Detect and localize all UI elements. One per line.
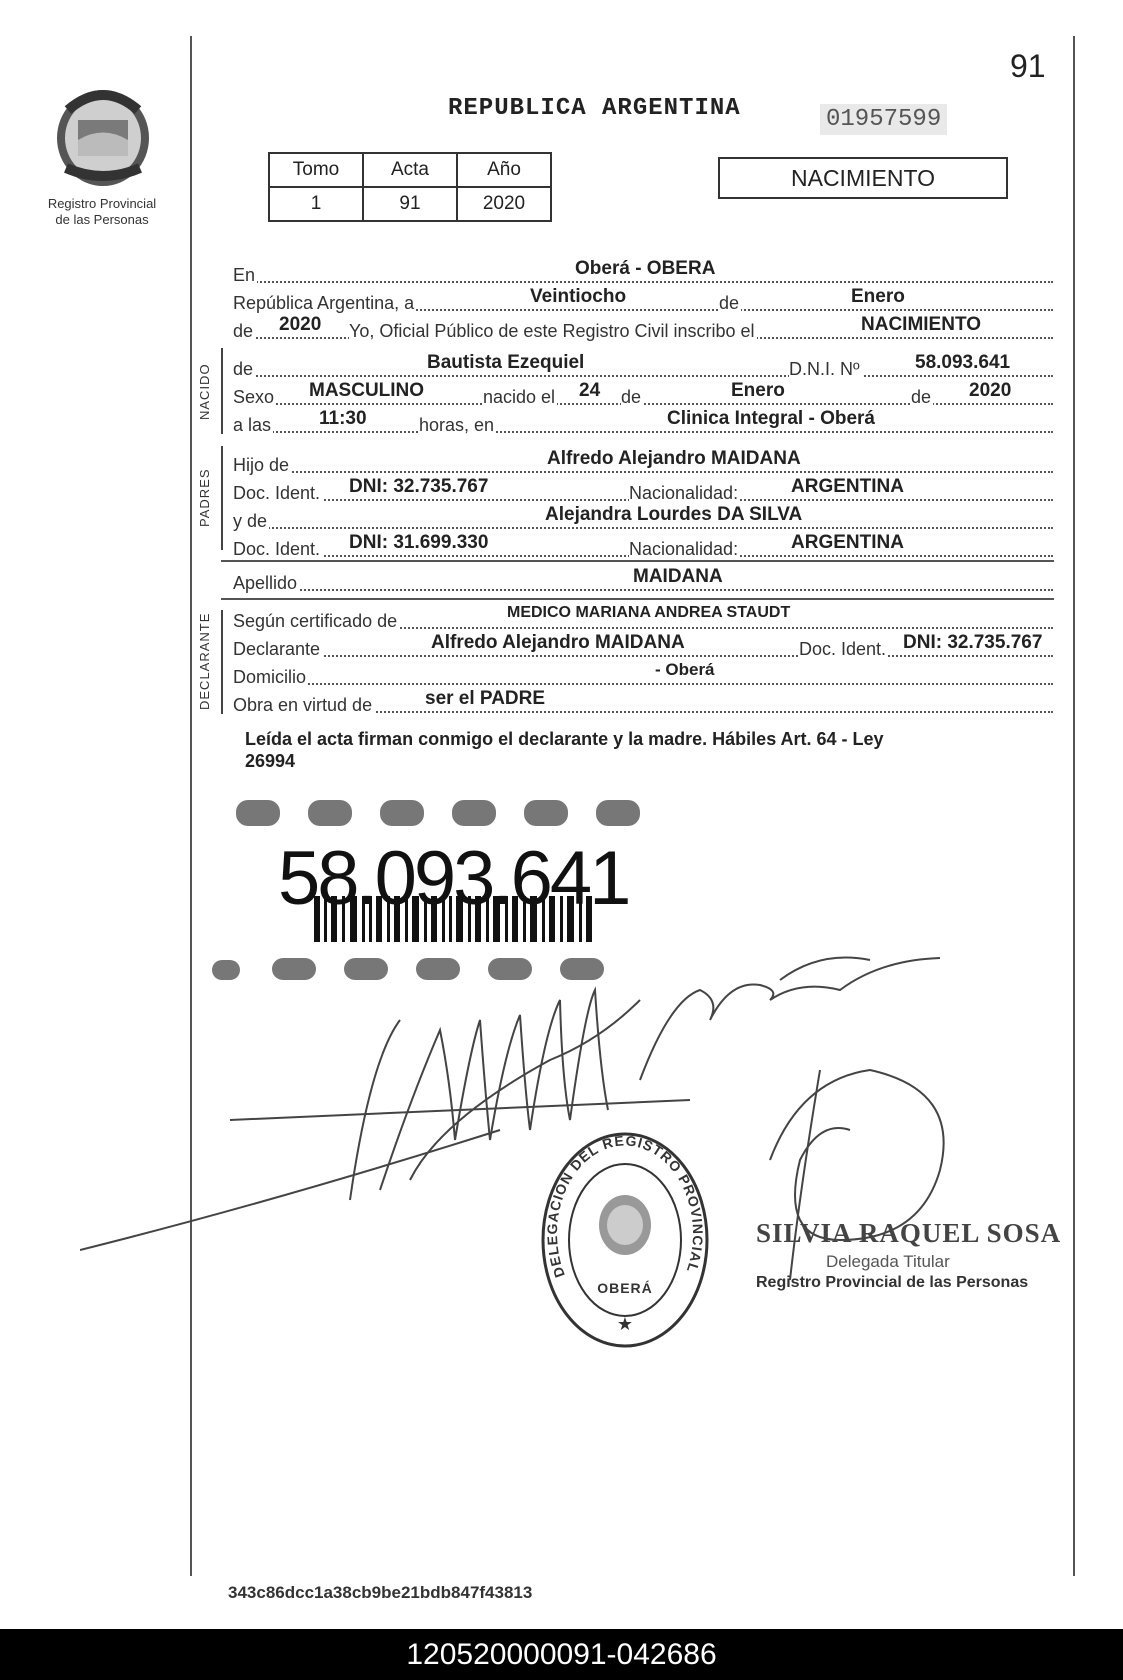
value-address: - Oberá [655,660,715,679]
value-place: Oberá - OBERA [575,258,716,279]
label-obra-en-virtud: Obra en virtud de [233,695,373,715]
record-type-box: NACIMIENTO [718,157,1008,199]
header-ano: Año [457,153,551,187]
value-declarant-doc: DNI: 32.735.767 [903,632,1043,653]
padres-bracket [221,446,223,550]
value-capacity: ser el PADRE [425,688,546,709]
header-acta: Acta [363,153,457,187]
value-declarant: Alfredo Alejandro MAIDANA [431,632,685,653]
row-year [233,314,1053,342]
logo-caption-line2: de las Personas [55,212,149,227]
label-hijo-de: Hijo de [233,455,290,475]
label-nacido-el: nacido el [483,387,556,407]
value-birth-day: 24 [579,380,601,401]
value-month: Enero [851,286,905,307]
signer-title: Delegada Titular [826,1252,950,1271]
value-birth-month: Enero [731,380,785,401]
value-birth-place: Clinica Integral - Oberá [667,408,875,429]
value-acta: 91 [363,187,457,221]
row-capacity [233,688,1053,716]
serial-number: 01957599 [820,104,947,135]
seal-outer-text: DELEGACION DEL REGISTRO PROVINCIAL [543,1132,707,1280]
row-mother [233,504,1053,532]
value-father: Alfredo Alejandro MAIDANA [547,448,801,469]
page-number: 91 [1010,48,1046,84]
logo-caption [32,196,172,228]
label-sexo: Sexo [233,387,275,407]
label-nacionalidad: Nacionalidad: [629,539,739,559]
signer-name: SILVIA RAQUEL SOSA [756,1218,1062,1248]
label-number: 58.093.641 [278,836,629,921]
label-de-start: de [233,321,254,341]
closing-statement [245,728,1035,772]
row-father-doc [233,476,1053,504]
value-tomo: 1 [269,187,363,221]
left-margin-line [190,36,192,1576]
label-de: de [233,359,254,379]
row-sex [233,380,1053,408]
label-de: de [719,293,740,313]
value-sex: MASCULINO [309,380,425,401]
label-en: En [233,265,256,285]
value-mother-nat: ARGENTINA [791,532,904,553]
row-certificate [233,604,1053,632]
row-date [233,286,1053,314]
section-padres: PADRES [197,468,212,527]
label-doc-ident: Doc. Ident. [233,539,321,559]
seal-city: OBERÁ [597,1280,653,1296]
footer-code: 120520000091-042686 [0,1629,1123,1680]
row-surname [233,566,1053,594]
label-nacionalidad: Nacionalidad: [629,483,739,503]
row-mother-doc [233,532,1053,560]
signer-office: Registro Provincial de las Personas [756,1274,1029,1291]
label-declarante: Declarante [233,639,321,659]
closing-line-2: 26994 [245,751,296,771]
value-day-words: Veintiocho [530,286,627,307]
label-a-las: a las [233,415,272,435]
label-y-de: y de [233,511,268,531]
divider-padres [221,560,1054,562]
label-doc-ident: Doc. Ident. [233,483,321,503]
logo-caption-line1: Registro Provincial [47,196,157,211]
label-segun-certificado: Según certificado de [233,611,398,631]
closing-line-1: Leída el acta firman conmigo el declarante y la madre. Hábiles Art. 64 - Ley [245,729,884,749]
divider-apellido [221,598,1054,600]
value-year: 2020 [279,314,322,335]
value-act: NACIMIENTO [861,314,981,335]
value-dni: 58.093.641 [915,352,1011,373]
row-father [233,448,1053,476]
label-horas-en: horas, en [419,415,495,435]
value-surname: MAIDANA [633,566,723,587]
value-mother-doc: DNI: 31.699.330 [349,532,489,553]
registry-table [268,152,552,222]
value-father-doc: DNI: 32.735.767 [349,476,489,497]
section-nacido: NACIDO [197,363,212,420]
value-father-nat: ARGENTINA [791,476,904,497]
section-declarante: DECLARANTE [197,612,212,710]
label-apellido: Apellido [233,573,298,593]
label-de: de [621,387,642,407]
label-domicilio: Domicilio [233,667,307,687]
value-certificate: MEDICO MARIANA ANDREA STAUDT [507,604,791,621]
value-mother: Alejandra Lourdes DA SILVA [545,504,803,525]
nacido-bracket [221,348,223,434]
declarante-bracket [221,610,223,714]
svg-text:★: ★ [616,1314,634,1334]
label-dni: D.N.I. Nº [789,359,860,379]
province-logo [48,80,158,195]
value-name: Bautista Ezequiel [427,352,585,373]
row-address [233,660,1053,688]
value-time: 11:30 [319,408,367,429]
country-title: REPUBLICA ARGENTINA [448,95,741,122]
label-doc-ident: Doc. Ident. [799,639,887,659]
row-declarant [233,632,1053,660]
header-tomo: Tomo [269,153,363,187]
value-birth-year: 2020 [969,380,1012,401]
label-yo-oficial: Yo, Oficial Público de este Registro Civil inscribo el [349,321,755,341]
document-hash: 343c86dcc1a38cb9be21bdb847f43813 [228,1583,533,1602]
row-place [233,258,1053,286]
row-time [233,408,1053,436]
label-republica: República Argentina, a [233,293,415,313]
label-de: de [911,387,932,407]
row-name [233,352,1053,380]
value-ano: 2020 [457,187,551,221]
right-margin-line [1073,36,1075,1576]
registry-seal [535,1125,715,1355]
